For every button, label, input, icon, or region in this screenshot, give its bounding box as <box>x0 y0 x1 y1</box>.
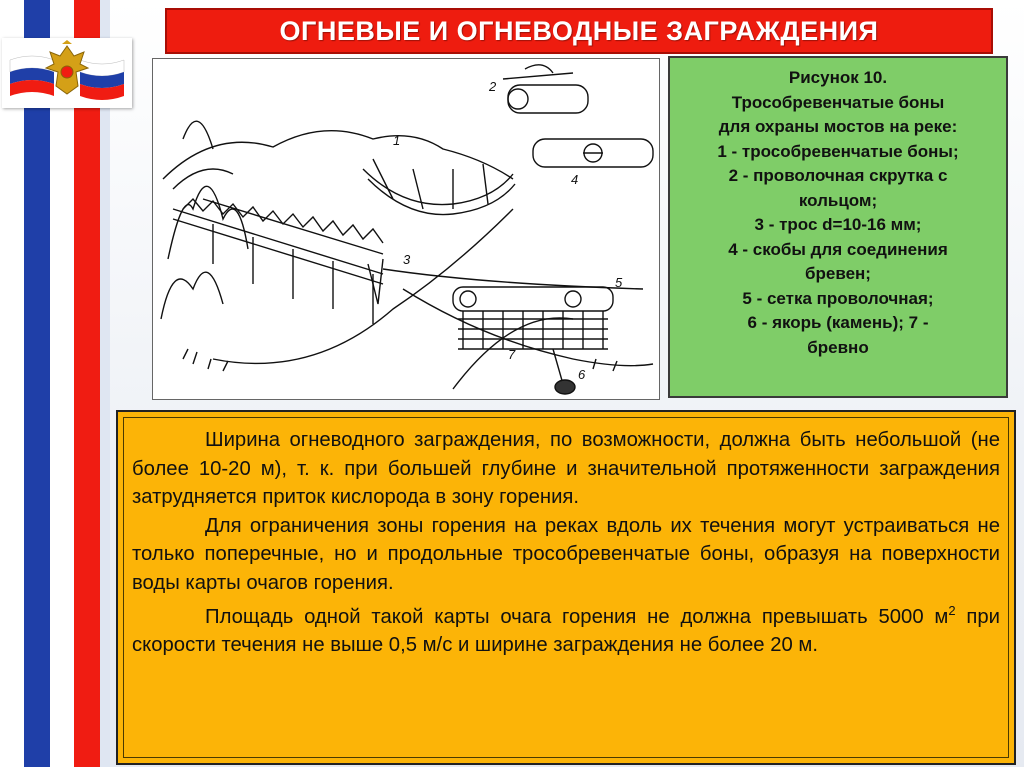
emblem-panel <box>2 38 132 108</box>
body-paragraph-3 <box>132 597 1000 660</box>
caption-line: бревен; <box>805 264 871 283</box>
caption-line: Рисунок 10. <box>788 68 888 87</box>
stripe-red <box>74 0 100 767</box>
caption-line: 4 - скобы для соединения <box>728 239 948 259</box>
figure-label-2: 2 <box>489 79 497 94</box>
figure-illustration <box>152 58 660 400</box>
figure-caption <box>668 56 1008 398</box>
stripe-white-2 <box>50 0 74 767</box>
figure-label-1: 1 <box>393 133 401 148</box>
superscript-2: 2 <box>948 603 956 618</box>
caption-line: 6 - якорь (камень); 7 - <box>747 313 929 332</box>
caption-line: 1 - трособревенчатые боны; <box>717 141 959 161</box>
body-paragraph-2: Для ограничения зоны горения на реках вдоль их течения могут устраиваться не только поперечные, но и продольные трособревенчатые боны, образуя на поверхности воды карты очагов горения. <box>132 514 1000 594</box>
stripe-white <box>0 0 25 767</box>
stripe-blue <box>24 0 50 767</box>
figure-label-6: 6 <box>578 367 586 382</box>
caption-line: 3 - трос d=10-16 мм; <box>754 215 922 234</box>
caption-line: для охраны мостов на реке: <box>718 117 958 136</box>
caption-line: 5 - сетка проволочная; <box>742 288 934 308</box>
caption-line: бревно <box>807 337 869 357</box>
body-text-panel <box>116 410 1016 765</box>
double-headed-eagle-emblem-icon <box>2 38 132 108</box>
figure-label-7: 7 <box>508 347 516 362</box>
body-paragraph-1: Ширина огневодного заграждения, по возможности, должна быть небольшой (не более 10-20 м), т. к. при большей глубине и значительной протяженности заграждения затрудняется приток кислорода в зону горения. <box>132 429 1000 508</box>
figure-label-3: 3 <box>403 252 411 267</box>
river-bridge-boom-illustration <box>153 59 659 399</box>
caption-line: 2 - проволочная скрутка с <box>728 166 948 185</box>
body-paragraph-3-start: Площадь одной такой карты очага горения не должна превышать 5000 м <box>205 605 949 628</box>
page-title: ОГНЕВЫЕ И ОГНЕВОДНЫЕ ЗАГРАЖДЕНИЯ <box>165 8 993 54</box>
figure-label-4: 4 <box>571 172 579 187</box>
body-text-frame <box>123 417 1009 758</box>
caption-line: Трособревенчатые боны <box>731 92 945 112</box>
figure-label-5: 5 <box>615 275 623 290</box>
caption-line: кольцом; <box>798 190 878 210</box>
stripe-pale <box>100 0 110 767</box>
body-paragraph-3-end: при скорости течения не выше 0,5 м/с и ширине заграждения не более 20 м. <box>132 605 1000 657</box>
